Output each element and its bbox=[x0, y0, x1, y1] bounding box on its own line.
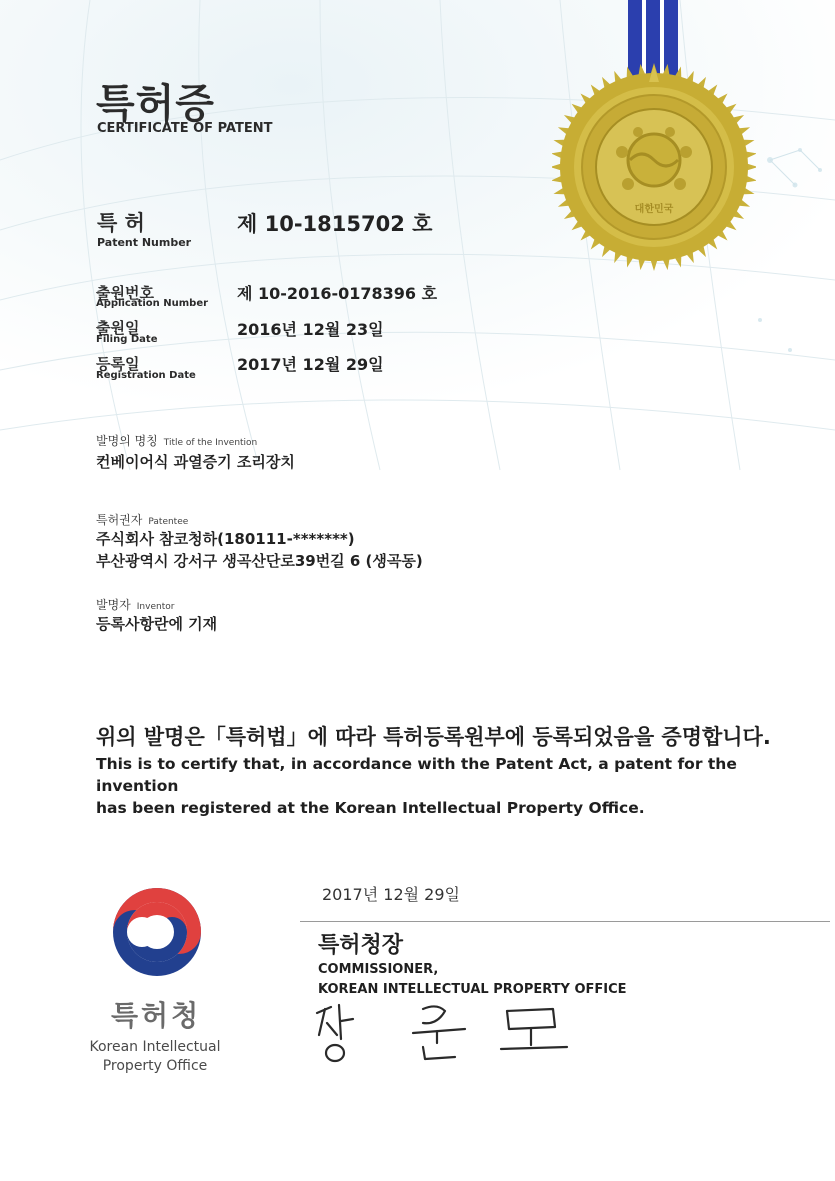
registration-date-value: 2017년 12월 29일 bbox=[237, 355, 384, 374]
issue-date: 2017년 12월 29일 bbox=[322, 885, 460, 904]
certification-text-en-line2: has been registered at the Korean Intellectual Property Office. bbox=[96, 799, 645, 817]
patent-number-label-en: Patent Number bbox=[97, 236, 192, 249]
invention-title-value: 컨베이어식 과열증기 조리장치 bbox=[96, 453, 295, 471]
gold-seal-icon bbox=[552, 62, 756, 272]
filing-date-value: 2016년 12월 23일 bbox=[237, 320, 384, 339]
certification-text-en-line1: This is to certify that, in accordance with the Patent Act, a patent for the invention bbox=[96, 755, 737, 795]
application-number-label-ko: 출원번호 bbox=[96, 284, 154, 302]
commissioner-title-en-line2: KOREAN INTELLECTUAL PROPERTY OFFICE bbox=[318, 982, 627, 997]
certificate-title-en: CERTIFICATE OF PATENT bbox=[97, 121, 273, 136]
application-number-label-en: Application Number bbox=[96, 298, 209, 309]
handwritten-signature bbox=[305, 995, 585, 1070]
patent-number-value: 제 10-1815702 호 bbox=[237, 212, 433, 236]
seal-text: 대한민국 bbox=[634, 204, 674, 215]
patentee-label-ko: 특허권자 bbox=[96, 513, 143, 527]
certification-text-ko: 위의 발명은「특허법」에 따라 특허등록원부에 등록되었음을 증명합니다. bbox=[96, 725, 771, 749]
invention-label bbox=[96, 430, 257, 449]
inventor-label bbox=[96, 594, 174, 613]
commissioner-title-ko: 특허청장 bbox=[318, 933, 404, 958]
kipo-taegeuk-logo-icon bbox=[108, 883, 206, 981]
commissioner-title-en bbox=[318, 960, 627, 1000]
filing-date-label-ko: 출원일 bbox=[96, 319, 140, 337]
invention-label-en: Title of the Invention bbox=[163, 438, 258, 448]
inventor-label-ko: 발명자 bbox=[96, 598, 131, 612]
commissioner-title-en-line1: COMMISSIONER, bbox=[318, 962, 439, 977]
patentee-name: 주식회사 참코청하(180111-*******) bbox=[96, 530, 355, 548]
patentee-label-en: Patentee bbox=[148, 517, 189, 527]
inventor-value: 등록사항란에 기재 bbox=[96, 615, 218, 633]
invention-label-ko: 발명의 명칭 bbox=[96, 434, 158, 448]
kipo-name-en bbox=[80, 1038, 230, 1076]
patentee-address: 부산광역시 강서구 생곡산단로39번길 6 (생곡동) bbox=[96, 552, 423, 570]
certification-text-en bbox=[96, 753, 796, 819]
kipo-name-en-line2: Property Office bbox=[102, 1058, 208, 1074]
certificate-title-ko: 특허증 bbox=[96, 81, 215, 127]
patent-number-label-ko: 특 허 bbox=[97, 211, 145, 235]
patentee-label bbox=[96, 509, 188, 528]
kipo-name-en-line1: Korean Intellectual bbox=[89, 1039, 221, 1055]
registration-date-label-en: Registration Date bbox=[96, 370, 196, 381]
filing-date-label-en: Filing Date bbox=[96, 334, 158, 345]
registration-date-label-ko: 등록일 bbox=[96, 355, 140, 373]
application-number-value: 제 10-2016-0178396 호 bbox=[237, 284, 438, 303]
kipo-name-ko: 특허청 bbox=[111, 999, 202, 1032]
signature-divider bbox=[300, 921, 830, 922]
inventor-label-en: Inventor bbox=[136, 602, 175, 612]
